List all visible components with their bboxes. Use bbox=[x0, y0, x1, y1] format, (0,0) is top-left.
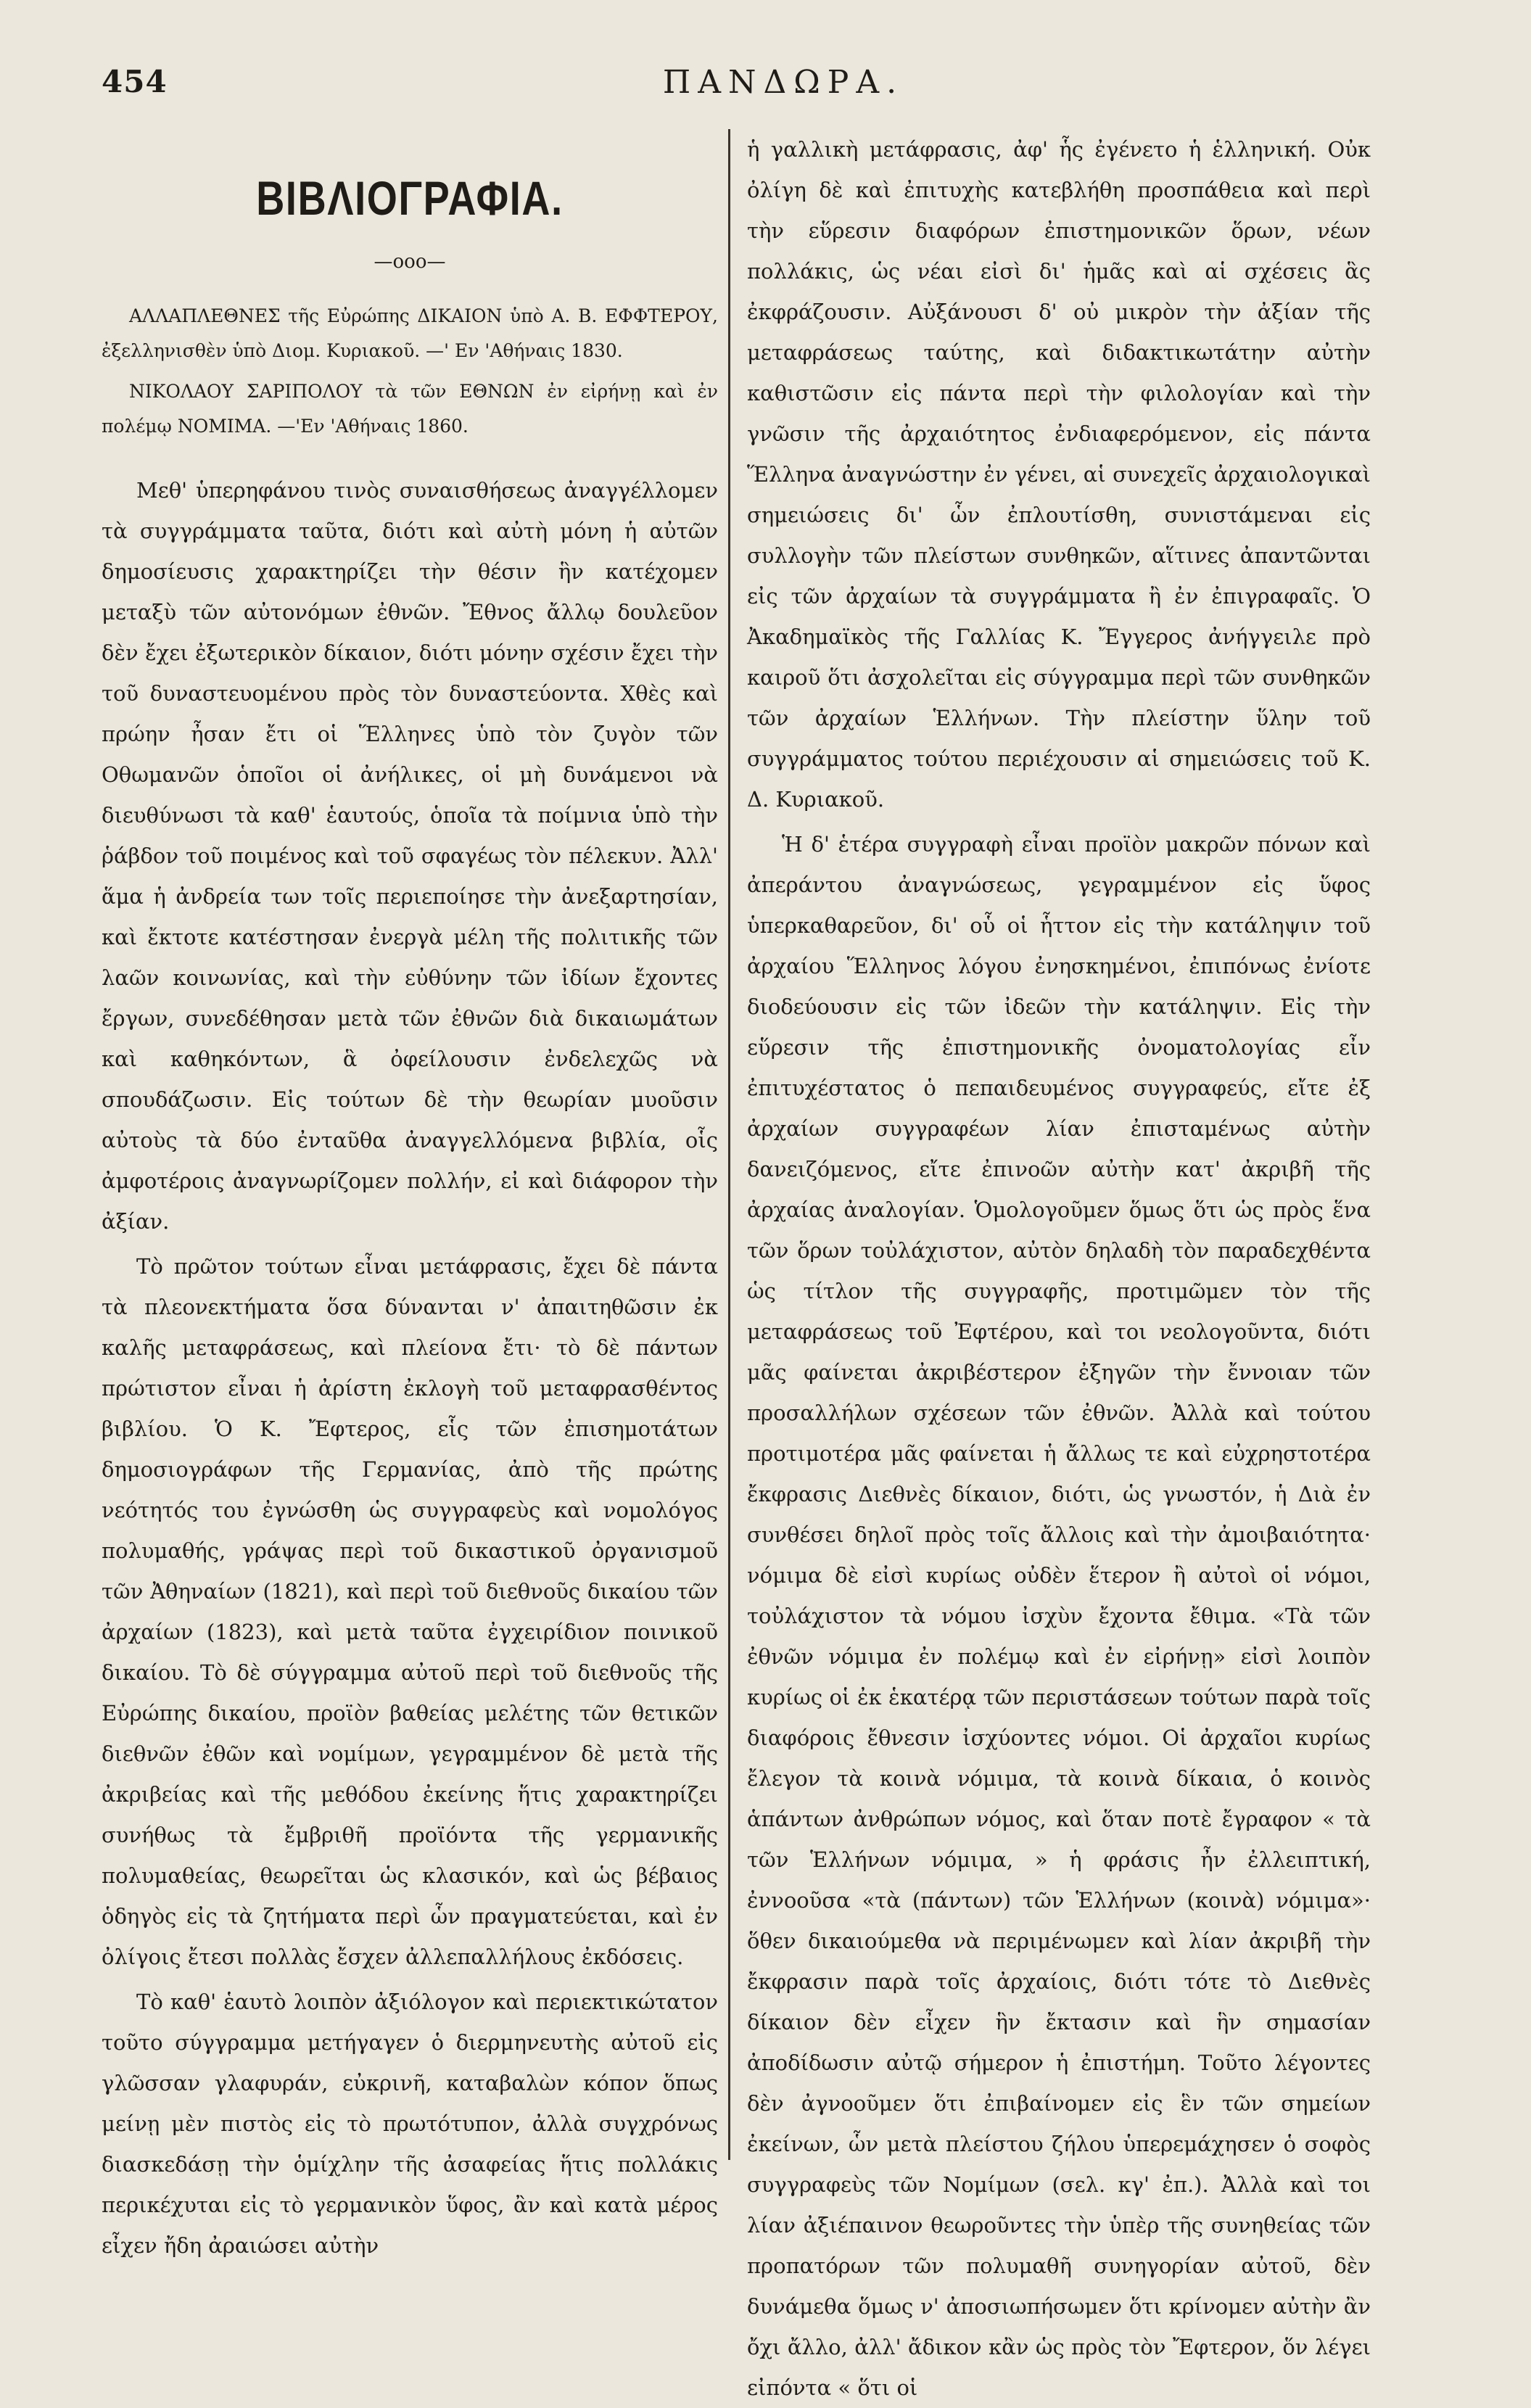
bibliography-entry-2: ΝΙΚΟΛΑΟΥ ΣΑΡΙΠΟΛΟΥ τὰ τῶν ΕΘΝΩΝ ἐν εἰρήνῃ καὶ ἐν πολέμῳ ΝΟΜΙΜΑ. —'Εν 'Αθήναις 1860. bbox=[102, 381, 718, 437]
section-divider: —οοο— bbox=[374, 251, 446, 273]
page-number: 454 bbox=[102, 64, 168, 99]
section-title: ΒΙΒΛΙΟΓΡΑΦΙΑ. bbox=[256, 171, 564, 225]
running-head bbox=[102, 64, 1465, 122]
journal-title: ΠΑΝΔΩΡΑ. bbox=[662, 64, 904, 101]
column-rule bbox=[728, 129, 730, 2160]
right-column bbox=[747, 129, 1371, 2408]
right-paragraph-2: Ἡ δ' ἑτέρα συγγραφὴ εἶναι προϊὸν μακρῶν πόνων καὶ ἀπεράντου ἀναγνώσεως, γεγραμμένον εἰς ὕφος ὑπερκαθαρεῦον, δι' οὗ οἱ ἧττον εἰς τὴν κατάληψιν τοῦ ἀρχαίου Ἕλληνος λόγου ἐνησκημένοι, ἐπιπόνως ἐνίοτε διοδεύουσιν εἰς τῶν ἰδεῶν τὴν κατάληψιν. Εἰς τὴν εὕρεσιν τῆς ἐπιστημονικῆς ὀνοματολογίας εἶν ἐπιτυχέστατος ὁ πεπαιδευμένος συγγραφεύς, εἴτε ἐξ ἀρχαίων συγγραφέων λίαν ἐπισταμένως αὐτὴν δανειζόμενος, εἴτε ἐπινοῶν αὐτὴν κατ' ἀκριβῆ τῆς ἀρχαίας ἀναλογίαν. Ὁμολογοῦμεν ὅμως ὅτι ὡς πρὸς ἕνα τῶν ὅρων τοὐλάχιστον, αὐτὸν δηλαδὴ τὸν παραδεχθέντα ὡς τίτλον τῆς συγγραφῆς, προτιμῶμεν τὸν τῆς μεταφράσεως τοῦ Ἐφτέρου, καὶ τοι νεολογοῦντα, διότι μᾶς φαίνεται ἀκριβέστερον ἐξηγῶν τὴν ἔννοιαν τῶν προσαλλήλων σχέσεων τῶν ἐθνῶν. Ἀλλὰ καὶ τούτου προτιμοτέρα μᾶς φαίνεται ἡ ἄλλως τε καὶ εὐχρηστοτέρα ἔκφρασις Διεθνὲς δίκαιον, διότι, ὡς γνωστόν, ἡ Διὰ ἐν συνθέσει δηλοῖ πρὸς τοῖς ἄλλοις καὶ τὴν ἀμοιβαιότητα· νόμιμα δὲ εἰσὶ κυρίως οὐδὲν ἕτερον ἢ αὐτοὶ οἱ νόμοι, τοὐλάχιστον τὰ νόμου ἰσχὺν ἔχοντα ἔθιμα. «Τὰ τῶν ἐθνῶν νόμιμα ἐν πολέμῳ καὶ ἐν εἰρήνῃ» εἰσὶ λοιπὸν κυρίως οἱ ἐκ ἑκατέρᾳ τῶν περιστάσεων τούτων παρὰ τοῖς διαφόροις ἔθνεσιν ἰσχύοντες νόμοι. Οἱ ἀρχαῖοι κυρίως ἔλεγον τὰ κοινὰ νόμιμα, τὰ κοινὰ δίκαια, ὁ κοινὸς ἁπάντων ἀνθρώπων νόμος, καὶ ὅταν ποτὲ ἔγραφον « τὰ τῶν Ἑλλήνων νόμιμα, » ἡ φράσις ἦν ἐλλειπτική, ἐννοοῦσα «τὰ (πάντων) τῶν Ἑλλήνων (κοινὰ) νόμιμα»· ὅθεν δικαιούμεθα νὰ περιμένωμεν καὶ λίαν ἀκριβῆ τὴν ἔκφρασιν παρὰ τοῖς ἀρχαίοις, διότι τότε τὸ Διεθνὲς δίκαιον δὲν εἶχεν ἣν ἔκτασιν καὶ ἣν σημασίαν ἀποδίδωσιν αὐτῷ σήμερον ἡ ἐπιστήμη. Τοῦτο λέγοντες δὲν ἀγνοοῦμεν ὅτι ἐπιβαίνομεν εἰς ἓν τῶν σημείων ἐκείνων, ὧν μετὰ πλείστου ζήλου ὑπερεμάχησεν ὁ σοφὸς συγγραφεὺς τῶν Νομίμων (σελ. κγ' ἐπ.). Ἀλλὰ καὶ τοι λίαν ἀξιέπαινον θεωροῦντες τὴν ὑπὲρ τῆς συνηθείας τῶν προπατόρων τῶν πολυμαθῆ συνηγορίαν αὐτοῦ, δὲν δυνάμεθα ὅμως ν' ἀποσιωπήσωμεν ὅτι κρίνομεν αὐτὴν ἂν ὄχι ἄλλο, ἀλλ' ἄδικον κἂν ὡς πρὸς τὸν Ἔφτερον, ὅν λέγει εἰπόντα « ὅτι οἱ bbox=[747, 832, 1371, 2400]
left-paragraph-2: Τὸ πρῶτον τούτων εἶναι μετάφρασις, ἔχει δὲ πάντα τὰ πλεονεκτήματα ὅσα δύνανται ν' ἀπαιτηθῶσιν ἐκ καλῆς μεταφράσεως, καὶ πλείονα ἔτι· τὸ δὲ πάντων πρώτιστον εἶναι ἡ ἀρίστη ἐκλογὴ τοῦ μεταφρασθέντος βιβλίου. Ὁ Κ. Ἔφτερος, εἷς τῶν ἐπισημοτάτων δημοσιογράφων τῆς Γερμανίας, ἀπὸ τῆς πρώτης νεότητός του ἐγνώσθη ὡς συγγραφεὺς καὶ νομολόγος πολυμαθής, γράψας περὶ τοῦ δικαστικοῦ ὀργανισμοῦ τῶν Ἀθηναίων (1821), καὶ περὶ τοῦ διεθνοῦς δικαίου τῶν ἀρχαίων (1823), καὶ μετὰ ταῦτα ἐγχειρίδιον ποινικοῦ δικαίου. Τὸ δὲ σύγγραμμα αὐτοῦ περὶ τοῦ διεθνοῦς τῆς Εὐρώπης δικαίου, προϊὸν βαθείας μελέτης τῶν θετικῶν διεθνῶν ἐθῶν καὶ νομίμων, γεγραμμένον δὲ μετὰ τῆς ἀκριβείας καὶ τῆς μεθόδου ἐκείνης ἥτις χαρακτηρίζει συνήθως τὰ ἔμβριθῆ προϊόντα τῆς γερμανικῆς πολυμαθείας, θεωρεῖται ὡς κλασικόν, καὶ ὡς βέβαιος ὁδηγὸς εἰς τὰ ζητήματα περὶ ὧν πραγματεύεται, καὶ ἐν ὀλίγοις ἔτεσι πολλὰς ἔσχεν ἀλλεπαλλήλους ἐκδόσεις. bbox=[102, 1254, 718, 1969]
left-paragraph-1: Μεθ' ὑπερηφάνου τινὸς συναισθήσεως ἀναγγέλλομεν τὰ συγγράμματα ταῦτα, διότι καὶ αὐτὴ μόνη ἡ αὐτῶν δημοσίευσις χαρακτηρίζει τὴν θέσιν ἣν κατέχομεν μεταξὺ τῶν αὐτονόμων ἐθνῶν. Ἔθνος ἄλλῳ δουλεῦον δὲν ἔχει ἐξωτερικὸν δίκαιον, διότι μόνην σχέσιν ἔχει τὴν τοῦ δυναστευομένου πρὸς τὸν δυναστεύοντα. Χθὲς καὶ πρώην ἦσαν ἔτι οἱ Ἕλληνες ὑπὸ τὸν ζυγὸν τῶν Οθωμανῶν ὁποῖοι οἱ ἀνήλικες, οἱ μὴ δυνάμενοι νὰ διευθύνωσι τὰ καθ' ἑαυτούς, ὁποῖα τὰ ποίμνια ὑπὸ τὴν ῥάβδον τοῦ ποιμένος καὶ τοῦ σφαγέως τὸν πέλεκυν. Ἀλλ' ἅμα ἡ ἀνδρεία των τοῖς περιεποίησε τὴν ἀνεξαρτησίαν, καὶ ἔκτοτε κατέστησαν ἐνεργὰ μέλη τῆς πολιτικῆς τῶν λαῶν κοινωνίας, καὶ τὴν εὐθύνην τῶν ἰδίων ἔχοντες ἔργων, συνεδέθησαν μετὰ τῶν ἐθνῶν διὰ δικαιωμάτων καὶ καθηκόντων, ἃ ὀφείλουσιν ἐνδελεχῶς νὰ σπουδάζωσιν. Εἰς τούτων δὲ τὴν θεωρίαν μυοῦσιν αὐτοὺς τὰ δύο ἐνταῦθα ἀναγγελλόμενα βιβλία, οἷς ἀμφοτέροις ἀναγνωρίζομεν πολλήν, εἰ καὶ διάφορον τὴν ἀξίαν. bbox=[102, 478, 718, 1234]
left-paragraph-3: Τὸ καθ' ἑαυτὸ λοιπὸν ἀξιόλογον καὶ περιεκτικώτατον τοῦτο σύγγραμμα μετήγαγεν ὁ διερμηνευτὴς αὐτοῦ εἰς γλῶσσαν γλαφυράν, εὐκρινῆ, καταβαλὼν κόπον ὅπως μείνῃ μὲν πιστὸς εἰς τὸ πρωτότυπον, ἀλλὰ συγχρόνως διασκεδάσῃ τὴν ὁμίχλην τῆς ἀσαφείας ἥτις πολλάκις περικέχυται εἰς τὸ γερμανικὸν ὕφος, ἂν καὶ κατὰ μέρος εἶχεν ἤδη ἀραιώσει αὐτὴν bbox=[102, 1990, 718, 2258]
right-paragraph-1: ἡ γαλλικὴ μετάφρασις, ἀφ' ἧς ἐγένετο ἡ ἑλληνική. Οὐκ ὀλίγη δὲ καὶ ἐπιτυχὴς κατεβλήθη προσπάθεια καὶ περὶ τὴν εὕρεσιν διαφόρων ἐπιστημονικῶν ὅρων, νέων πολλάκις, ὡς νέαι εἰσὶ δι' ἡμᾶς καὶ αἱ σχέσεις ἃς ἐκφράζουσιν. Αὐξάνουσι δ' οὐ μικρὸν τὴν ἀξίαν τῆς μεταφράσεως ταύτης, καὶ διδακτικωτάτην αὐτὴν καθιστῶσιν εἰς πάντα περὶ τὴν φιλολογίαν καὶ τὴν γνῶσιν τῆς ἀρχαιότητος ἐνδιαφερόμενον, εἰς πάντα Ἕλληνα ἀναγνώστην ἐν γένει, αἱ συνεχεῖς ἀρχαιολογικαὶ σημειώσεις δι' ὧν ἐπλουτίσθη, συνιστάμεναι εἰς συλλογὴν τῶν πλείστων συνθηκῶν, αἵτινες ἀπαντῶνται εἰς τῶν ἀρχαίων τὰ συγγράμματα ἢ ἐν ἐπιγραφαῖς. Ὁ Ἀκαδημαϊκὸς τῆς Γαλλίας Κ. Ἔγγερος ἀνήγγειλε πρὸ καιροῦ ὅτι ἀσχολεῖται εἰς σύγγραμμα περὶ τῶν συνθηκῶν τῶν ἀρχαίων Ἑλλήνων. Τὴν πλείστην ὕλην τοῦ συγγράμματος τούτου περιέχουσιν αἱ σημειώσεις τοῦ Κ. Δ. Κυριακοῦ. bbox=[747, 137, 1371, 812]
bibliography-entry-1: ΑΛΛΑΠΛΕΘΝΕΣ τῆς Εὐρώπης ΔΙΚΑΙΟΝ ὑπὸ Α. Β. ΕΦΦΤΕΡΟΥ, ἐξελληνισθὲν ὑπὸ Διομ. Κυριακοῦ. —' Εν 'Αθήναις 1830. bbox=[102, 305, 718, 361]
left-column bbox=[102, 123, 718, 2266]
